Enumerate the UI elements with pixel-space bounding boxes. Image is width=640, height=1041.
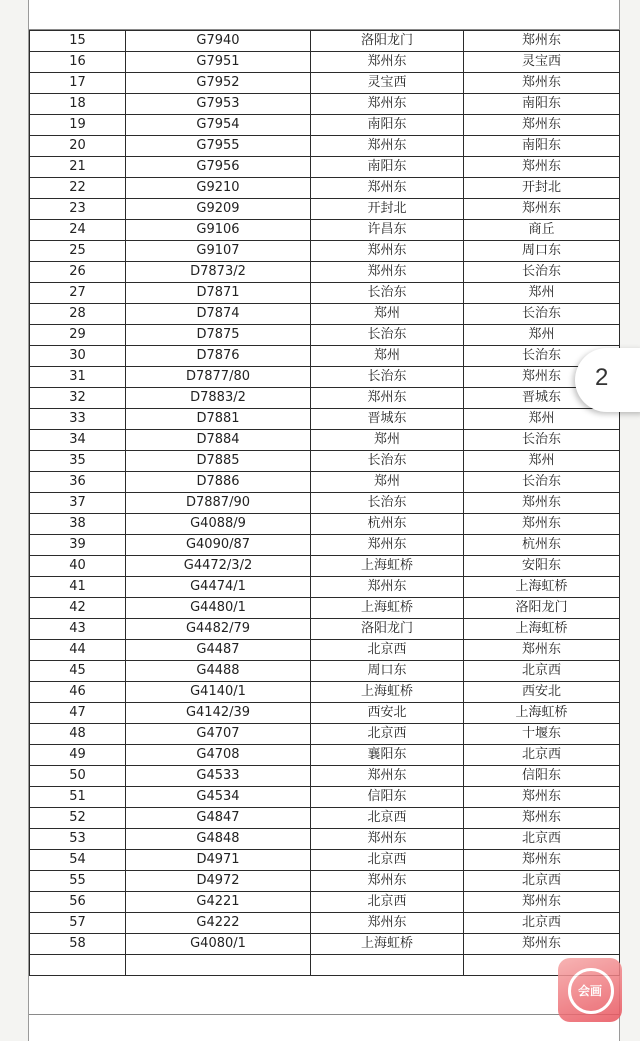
- destination-station-cell: 南阳东: [464, 136, 620, 157]
- table-row: [30, 136, 620, 157]
- row-number-cell: 44: [30, 640, 126, 661]
- row-number-cell: 26: [30, 262, 126, 283]
- train-number-cell: G4222: [126, 913, 311, 934]
- destination-station-cell: 安阳东: [464, 556, 620, 577]
- table-row: [30, 409, 620, 430]
- train-number-cell: D7871: [126, 283, 311, 304]
- row-number-cell: 57: [30, 913, 126, 934]
- table-row: [30, 766, 620, 787]
- destination-station-cell: 北京西: [464, 745, 620, 766]
- origin-station-cell: 郑州东: [311, 388, 464, 409]
- table-row: [30, 157, 620, 178]
- table-row: [30, 52, 620, 73]
- row-number-cell: 31: [30, 367, 126, 388]
- table-row: [30, 304, 620, 325]
- table-row: [30, 472, 620, 493]
- table-row: [30, 577, 620, 598]
- train-number-cell: D7887/90: [126, 493, 311, 514]
- page-number: 2: [595, 364, 609, 391]
- destination-station-cell: 杭州东: [464, 535, 620, 556]
- row-number-cell: 33: [30, 409, 126, 430]
- origin-station-cell: 长治东: [311, 367, 464, 388]
- table-row: [30, 829, 620, 850]
- origin-station-cell: 郑州: [311, 430, 464, 451]
- destination-station-cell: 上海虹桥: [464, 703, 620, 724]
- origin-station-cell: 北京西: [311, 724, 464, 745]
- row-number-cell: 42: [30, 598, 126, 619]
- row-number-cell: 20: [30, 136, 126, 157]
- origin-station-cell: 开封北: [311, 199, 464, 220]
- origin-station-cell: 郑州: [311, 304, 464, 325]
- origin-station-cell: 上海虹桥: [311, 556, 464, 577]
- destination-station-cell: 郑州东: [464, 493, 620, 514]
- destination-station-cell: 长治东: [464, 430, 620, 451]
- table-row: [30, 598, 620, 619]
- origin-station-cell: [311, 955, 464, 976]
- row-number-cell: 39: [30, 535, 126, 556]
- row-number-cell: 19: [30, 115, 126, 136]
- origin-station-cell: 郑州东: [311, 913, 464, 934]
- origin-station-cell: 郑州东: [311, 871, 464, 892]
- row-number-cell: 24: [30, 220, 126, 241]
- table-row: [30, 745, 620, 766]
- train-number-cell: G7955: [126, 136, 311, 157]
- destination-station-cell: 周口东: [464, 241, 620, 262]
- row-number-cell: 29: [30, 325, 126, 346]
- destination-station-cell: 西安北: [464, 682, 620, 703]
- train-number-cell: G7940: [126, 31, 311, 52]
- origin-station-cell: 北京西: [311, 640, 464, 661]
- row-number-cell: 15: [30, 31, 126, 52]
- table-row: [30, 871, 620, 892]
- table-row: [30, 346, 620, 367]
- origin-station-cell: 郑州东: [311, 535, 464, 556]
- train-number-cell: G4090/87: [126, 535, 311, 556]
- origin-station-cell: 长治东: [311, 283, 464, 304]
- origin-station-cell: 晋城东: [311, 409, 464, 430]
- row-number-cell: 45: [30, 661, 126, 682]
- table-row: [30, 724, 620, 745]
- destination-station-cell: 郑州东: [464, 808, 620, 829]
- destination-station-cell: 郑州东: [464, 514, 620, 535]
- train-number-cell: G7951: [126, 52, 311, 73]
- row-number-cell: 32: [30, 388, 126, 409]
- origin-station-cell: 郑州东: [311, 766, 464, 787]
- destination-station-cell: 上海虹桥: [464, 619, 620, 640]
- origin-station-cell: 北京西: [311, 892, 464, 913]
- table-row: [30, 430, 620, 451]
- destination-station-cell: 南阳东: [464, 94, 620, 115]
- origin-station-cell: 北京西: [311, 850, 464, 871]
- row-number-cell: 35: [30, 451, 126, 472]
- row-number-cell: 52: [30, 808, 126, 829]
- row-number-cell: 25: [30, 241, 126, 262]
- destination-station-cell: 郑州: [464, 451, 620, 472]
- destination-station-cell: 郑州: [464, 409, 620, 430]
- origin-station-cell: 上海虹桥: [311, 934, 464, 955]
- origin-station-cell: 郑州: [311, 346, 464, 367]
- destination-station-cell: 北京西: [464, 829, 620, 850]
- train-number-cell: G4487: [126, 640, 311, 661]
- origin-station-cell: 上海虹桥: [311, 682, 464, 703]
- destination-station-cell: 十堰东: [464, 724, 620, 745]
- table-row: [30, 892, 620, 913]
- table-row: [30, 283, 620, 304]
- destination-station-cell: 信阳东: [464, 766, 620, 787]
- row-number-cell: 38: [30, 514, 126, 535]
- table-row: [30, 262, 620, 283]
- origin-station-cell: 上海虹桥: [311, 598, 464, 619]
- document-page: [28, 0, 620, 1041]
- train-number-cell: G7956: [126, 157, 311, 178]
- train-number-cell: G4142/39: [126, 703, 311, 724]
- train-number-cell: G4080/1: [126, 934, 311, 955]
- destination-station-cell: 郑州东: [464, 640, 620, 661]
- train-number-cell: G9210: [126, 178, 311, 199]
- destination-station-cell: 北京西: [464, 871, 620, 892]
- train-number-cell: D7884: [126, 430, 311, 451]
- row-number-cell: 37: [30, 493, 126, 514]
- origin-station-cell: 灵宝西: [311, 73, 464, 94]
- train-number-cell: G7953: [126, 94, 311, 115]
- row-number-cell: 30: [30, 346, 126, 367]
- table-row: [30, 178, 620, 199]
- destination-station-cell: 晋城东: [464, 388, 620, 409]
- table-row: [30, 115, 620, 136]
- origin-station-cell: 杭州东: [311, 514, 464, 535]
- origin-station-cell: 洛阳龙门: [311, 31, 464, 52]
- train-number-cell: D7875: [126, 325, 311, 346]
- table-row: [30, 220, 620, 241]
- destination-station-cell: 郑州东: [464, 115, 620, 136]
- row-number-cell: 21: [30, 157, 126, 178]
- destination-station-cell: 郑州东: [464, 892, 620, 913]
- row-number-cell: 55: [30, 871, 126, 892]
- origin-station-cell: 长治东: [311, 451, 464, 472]
- train-schedule-table: [29, 30, 620, 976]
- train-number-cell: G7952: [126, 73, 311, 94]
- row-number-cell: [30, 955, 126, 976]
- table-row: [30, 514, 620, 535]
- row-number-cell: 41: [30, 577, 126, 598]
- table-row: [30, 556, 620, 577]
- train-number-cell: G9209: [126, 199, 311, 220]
- table-row: [30, 913, 620, 934]
- train-number-cell: D7876: [126, 346, 311, 367]
- train-number-cell: G4474/1: [126, 577, 311, 598]
- destination-station-cell: 郑州东: [464, 157, 620, 178]
- train-number-cell: G9106: [126, 220, 311, 241]
- destination-station-cell: 北京西: [464, 661, 620, 682]
- row-number-cell: 54: [30, 850, 126, 871]
- table-row: [30, 451, 620, 472]
- destination-station-cell: 郑州东: [464, 73, 620, 94]
- table-row: [30, 388, 620, 409]
- footer-divider: [29, 1014, 619, 1015]
- train-number-cell: G4472/3/2: [126, 556, 311, 577]
- table-row: [30, 934, 620, 955]
- origin-station-cell: 郑州: [311, 472, 464, 493]
- table-row: [30, 850, 620, 871]
- destination-station-cell: 郑州: [464, 283, 620, 304]
- row-number-cell: 58: [30, 934, 126, 955]
- destination-station-cell: 长治东: [464, 472, 620, 493]
- table-row: [30, 661, 620, 682]
- table-row: [30, 808, 620, 829]
- table-row: [30, 31, 620, 52]
- train-number-cell: [126, 955, 311, 976]
- train-number-cell: D7877/80: [126, 367, 311, 388]
- destination-station-cell: 郑州东: [464, 367, 620, 388]
- train-number-cell: D7885: [126, 451, 311, 472]
- origin-station-cell: 郑州东: [311, 136, 464, 157]
- train-number-cell: G4848: [126, 829, 311, 850]
- origin-station-cell: 洛阳龙门: [311, 619, 464, 640]
- destination-station-cell: 郑州东: [464, 934, 620, 955]
- row-number-cell: 53: [30, 829, 126, 850]
- table-row: [30, 493, 620, 514]
- table-row: [30, 367, 620, 388]
- train-number-cell: G4533: [126, 766, 311, 787]
- table-row: [30, 199, 620, 220]
- destination-station-cell: 郑州: [464, 325, 620, 346]
- row-number-cell: 50: [30, 766, 126, 787]
- train-number-cell: G4088/9: [126, 514, 311, 535]
- train-number-cell: D7886: [126, 472, 311, 493]
- table-row: [30, 619, 620, 640]
- row-number-cell: 47: [30, 703, 126, 724]
- origin-station-cell: 北京西: [311, 808, 464, 829]
- row-number-cell: 27: [30, 283, 126, 304]
- train-number-cell: G4482/79: [126, 619, 311, 640]
- origin-station-cell: 周口东: [311, 661, 464, 682]
- table-row: [30, 787, 620, 808]
- destination-station-cell: 开封北: [464, 178, 620, 199]
- train-number-cell: D7881: [126, 409, 311, 430]
- train-number-cell: G4707: [126, 724, 311, 745]
- row-number-cell: 43: [30, 619, 126, 640]
- table-row: [30, 955, 620, 976]
- row-number-cell: 34: [30, 430, 126, 451]
- destination-station-cell: 长治东: [464, 262, 620, 283]
- table-row: [30, 703, 620, 724]
- destination-station-cell: 郑州东: [464, 787, 620, 808]
- origin-station-cell: 许昌东: [311, 220, 464, 241]
- row-number-cell: 51: [30, 787, 126, 808]
- train-number-cell: G9107: [126, 241, 311, 262]
- table-row: [30, 682, 620, 703]
- row-number-cell: 48: [30, 724, 126, 745]
- train-number-cell: G4847: [126, 808, 311, 829]
- origin-station-cell: 郑州东: [311, 94, 464, 115]
- origin-station-cell: 郑州东: [311, 241, 464, 262]
- destination-station-cell: 长治东: [464, 304, 620, 325]
- train-number-cell: D7873/2: [126, 262, 311, 283]
- train-number-cell: D7883/2: [126, 388, 311, 409]
- row-number-cell: 56: [30, 892, 126, 913]
- origin-station-cell: 郑州东: [311, 829, 464, 850]
- row-number-cell: 28: [30, 304, 126, 325]
- destination-station-cell: 商丘: [464, 220, 620, 241]
- row-number-cell: 46: [30, 682, 126, 703]
- row-number-cell: 36: [30, 472, 126, 493]
- row-number-cell: 17: [30, 73, 126, 94]
- table-row: [30, 73, 620, 94]
- train-number-cell: D4971: [126, 850, 311, 871]
- origin-station-cell: 长治东: [311, 493, 464, 514]
- table-row: [30, 94, 620, 115]
- row-number-cell: 49: [30, 745, 126, 766]
- destination-station-cell: 洛阳龙门: [464, 598, 620, 619]
- row-number-cell: 40: [30, 556, 126, 577]
- destination-station-cell: 郑州东: [464, 31, 620, 52]
- train-number-cell: G4480/1: [126, 598, 311, 619]
- app-logo-icon: [558, 958, 622, 1022]
- destination-station-cell: 郑州东: [464, 199, 620, 220]
- page-number-badge[interactable]: [575, 348, 640, 412]
- watermark-text: 会画: [577, 984, 602, 998]
- train-number-cell: G4221: [126, 892, 311, 913]
- origin-station-cell: 南阳东: [311, 115, 464, 136]
- origin-station-cell: 南阳东: [311, 157, 464, 178]
- row-number-cell: 22: [30, 178, 126, 199]
- table-row: [30, 535, 620, 556]
- train-number-cell: G7954: [126, 115, 311, 136]
- table-row: [30, 640, 620, 661]
- row-number-cell: 23: [30, 199, 126, 220]
- origin-station-cell: 郑州东: [311, 577, 464, 598]
- origin-station-cell: 郑州东: [311, 262, 464, 283]
- destination-station-cell: 长治东: [464, 346, 620, 367]
- destination-station-cell: 郑州东: [464, 850, 620, 871]
- train-number-cell: G4488: [126, 661, 311, 682]
- origin-station-cell: 信阳东: [311, 787, 464, 808]
- destination-station-cell: 灵宝西: [464, 52, 620, 73]
- destination-station-cell: 上海虹桥: [464, 577, 620, 598]
- train-number-cell: G4140/1: [126, 682, 311, 703]
- table-row: [30, 241, 620, 262]
- origin-station-cell: 西安北: [311, 703, 464, 724]
- train-number-cell: D7874: [126, 304, 311, 325]
- destination-station-cell: 北京西: [464, 913, 620, 934]
- train-number-cell: G4708: [126, 745, 311, 766]
- origin-station-cell: 郑州东: [311, 178, 464, 199]
- origin-station-cell: 长治东: [311, 325, 464, 346]
- table-row: [30, 325, 620, 346]
- train-number-cell: G4534: [126, 787, 311, 808]
- origin-station-cell: 郑州东: [311, 52, 464, 73]
- row-number-cell: 16: [30, 52, 126, 73]
- origin-station-cell: 襄阳东: [311, 745, 464, 766]
- row-number-cell: 18: [30, 94, 126, 115]
- train-number-cell: D4972: [126, 871, 311, 892]
